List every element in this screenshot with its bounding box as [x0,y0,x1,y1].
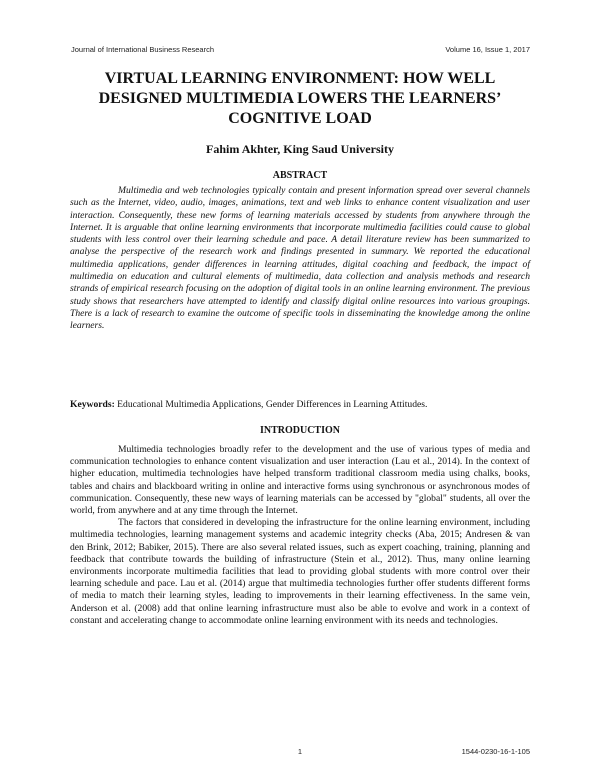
title-line-1: VIRTUAL LEARNING ENVIRONMENT: HOW WELL [104,70,496,87]
title-line-3: COGNITIVE LOAD [228,110,372,127]
article-code: 1544-0230-16-1-105 [461,747,530,756]
introduction-heading: INTRODUCTION [259,425,340,436]
introduction-body [70,444,530,627]
author-affiliation: Fahim Akhter, King Saud University [206,142,394,156]
keywords-label: Keywords: [70,399,115,410]
paragraph: The factors that considered in developing the infrastructure for the online learning environment, including multimedia technologies, learning management systems and academic integrity checks (Aba, 2015; Andresen & van den Brink, 2012; Babiker, 2015). There are also several related issues, such as expert coaching, training, planning and feedback that contribute towards the building of infrastructure (Stein et al., 2012). Thus, many online learning environments incorporate multimedia facilities that lead to providing global students with more control over their learning schedule and pace. Lau et al. (2014) argue that multimedia technologies further offer students different forms of media to match their learning styles, leading to improvements in their learning effectiveness. In the same vein, Anderson et al. (2008) add that online learning infrastructure must also be able to evolve and work in a context of constant and accelerating change to accommodate online learning environment with its needs and technologies. [70,517,530,626]
volume-issue: Volume 16, Issue 1, 2017 [445,45,530,54]
paper-title [70,69,530,129]
abstract-heading: ABSTRACT [272,170,328,181]
keywords [70,399,540,410]
keywords-text: Educational Multimedia Applications, Gender Differences in Learning Attitudes. [117,399,428,410]
journal-name: Journal of International Business Research [71,45,214,54]
page-number: 1 [297,747,303,756]
paragraph: Multimedia technologies broadly refer to the development and the use of various types of media and communication technologies to enhance content visualization and user interaction (Lau et al., 2014). In the context of higher education, multimedia technologies have helped transform traditional classroom media using chalks, books, tables and chairs and blackboard writing in online and interactive forms using synchronous or asynchronous modes of communication. Consequently, these new ways of learning materials can be accessed by "global" students, all over the world, from anywhere and at any time through the Internet. [70,444,530,517]
title-line-2: DESIGNED MULTIMEDIA LOWERS THE LEARNERS’ [98,90,502,107]
abstract-text: Multimedia and web technologies typically contain and present information spread over several channels such as the Internet, video, audio, images, animations, text and web links to enhance content visualization and user interaction. Consequently, these new forms of learning materials accessed by students from anywhere through the Internet. It is arguable that online learning environments that incorporate multimedia facilities could cause to global students with less control over their learning schedule and pace. A detail literature review has been summarized to analyse the perspective of the research work and findings presented in summary. We reported the educational multimedia applications, gender differences in learning attitudes, digital coaching and feedback, the impact of multimedia on education and cultural elements of multimedia, data collection and analysis methods and research strands of empirical research focusing on the adoption of digital tools in an online learning environment. The previous study shows that researchers have attempted to identify and classify digital online resources into various groupings. There is a lack of research to examine the outcome of specific tools in disseminating the knowledge among the online learners. [70,185,530,332]
